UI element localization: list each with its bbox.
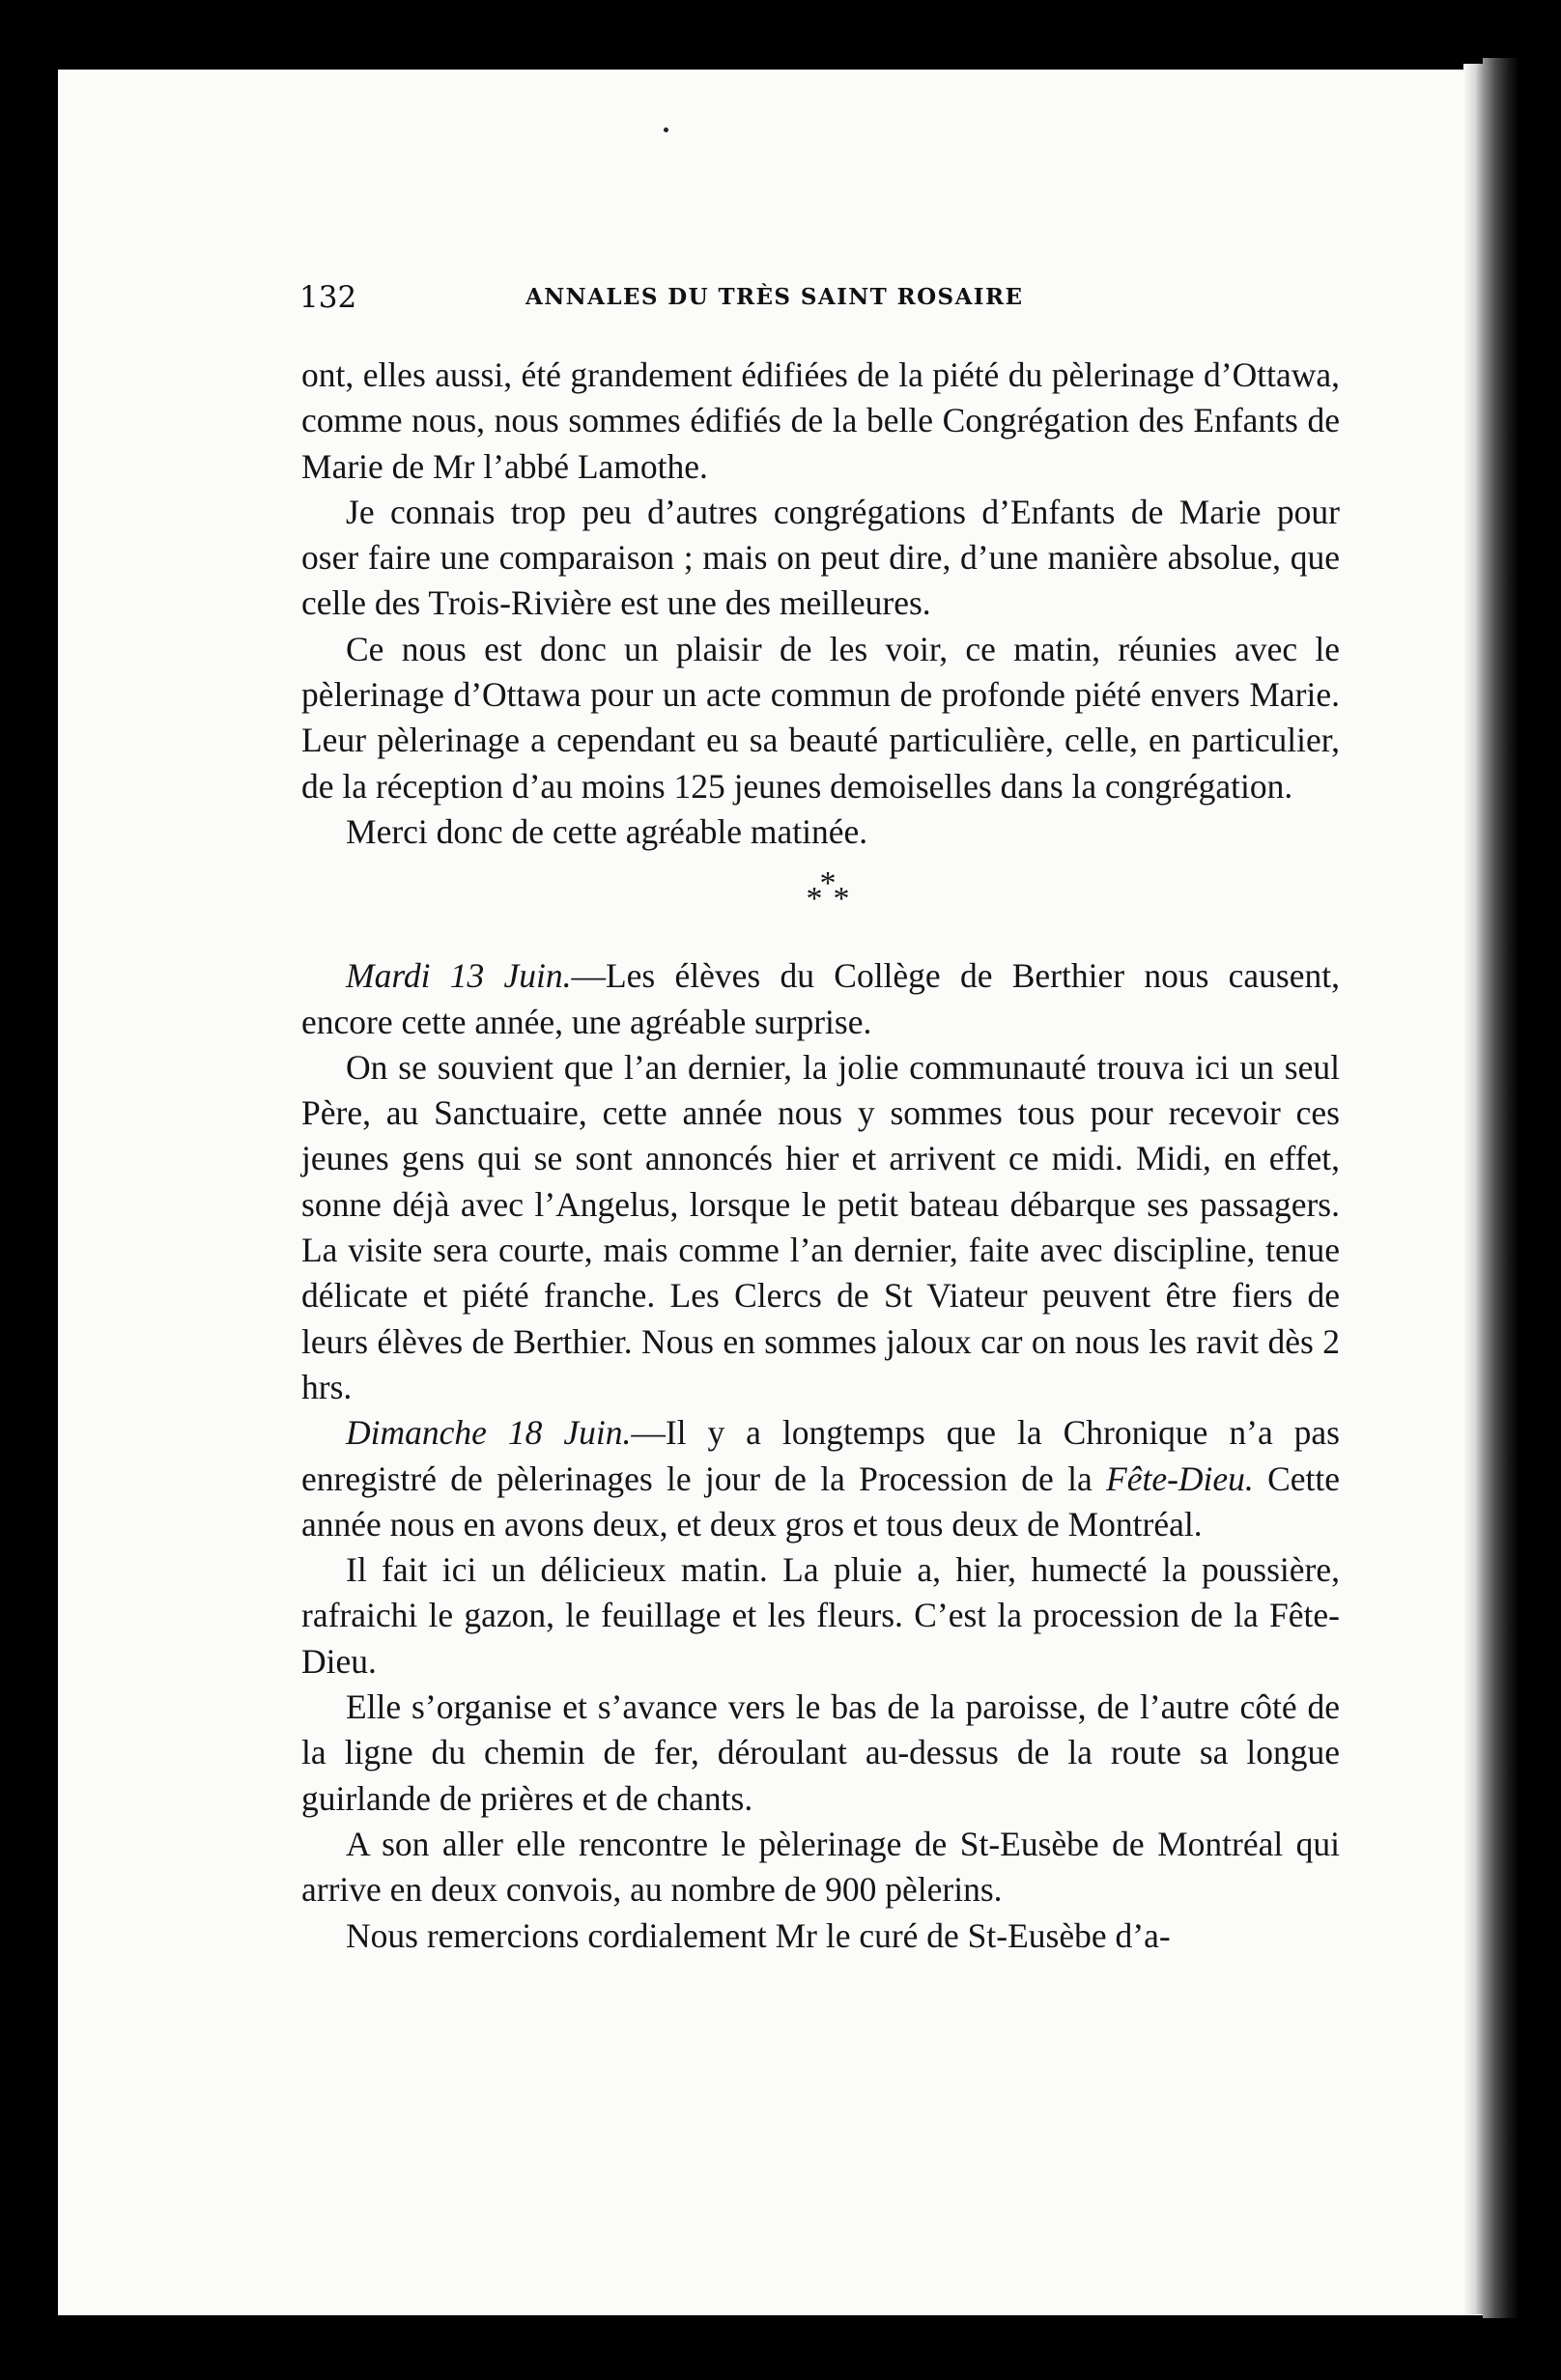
entry-date: Mardi 13 Juin. — [346, 956, 572, 996]
page-edge-shadow — [1463, 64, 1483, 2314]
paragraph: Elle s’organise et s’avance vers le bas de la paroisse, de l’autre côté de la ligne du chemin de fer, déroulant au-dessus de la route sa longue guirlande de prières et de chants. — [301, 1687, 1340, 1818]
page-number: 132 — [299, 280, 357, 315]
paragraph: ont, elles aussi, été grandement édifiées de la piété du pèlerinage d’Ottawa, comme nous, nous sommes édifiés de la belle Congrégation des Enfants de Marie de Mr l’abbé Lamothe. — [301, 355, 1340, 486]
paragraph-dated: Dimanche 18 Juin.—Il y a longtemps que la Chronique n’a pas enregistré de pèlerinages le jour de la Procession de la Fête-Dieu. Cette année nous en avons deux, et deux gros et tous deux de Montréal. — [301, 1413, 1341, 1544]
paragraph: A son aller elle rencontre le pèlerinage de St-Eusèbe de Montréal qui arrive en deux convois, au nombre de 900 pèlerins. — [301, 1824, 1340, 1910]
scan-speck — [664, 128, 668, 132]
paragraph: Ce nous est donc un plaisir de les voir, ce matin, réunies avec le pèlerinage d’Ottawa pour un acte commun de profonde piété envers Marie. Leur pèlerinage a cependant eu sa beauté particulière, celle, en particulier, de la réception d’au moins 125 jeunes demoiselles dans la congrégation. — [301, 629, 1340, 806]
paragraph: Il fait ici un délicieux matin. La pluie a, hier, humecté la poussière, rafraichi le gazon, le feuillage et les fleurs. C’est la procession de la Fête-Dieu. — [301, 1550, 1340, 1681]
running-title: ANNALES DU TRÈS SAINT ROSAIRE — [525, 284, 1024, 310]
paragraph: Merci donc de cette agréable matinée. — [346, 811, 868, 851]
entry-date: Dimanche 18 Juin. — [346, 1413, 632, 1453]
page-header — [299, 280, 1338, 319]
paragraph: On se souvient que l’an dernier, la jolie communauté trouva ici un seul Père, au Sanctuaire, cette année nous y sommes tous pour recevoir ces jeunes gens qui se sont annoncés hier et arrivent ce midi. Midi, en effet, sonne déjà avec l’Angelus, lorsque le petit bateau débarque ses passagers. La visite sera courte, mais comme l’an dernier, faite avec discipline, tenue délicate et piété franche. Les Clercs de St Viateur peuvent être fiers de leurs élèves de Berthier. Nous en sommes jaloux car on nous les ravit dès 2 hrs. — [301, 1047, 1340, 1406]
paragraph-dated: Mardi 13 Juin.—Les élèves du Collège de Berthier nous causent, encore cette année, une agréable surprise. — [301, 956, 1340, 1041]
paragraph: Nous remercions cordialement Mr le curé de St-Eusèbe d’a- — [346, 1915, 1171, 1955]
book-spine — [1483, 58, 1519, 2318]
paragraph: Je connais trop peu d’autres congrégations d’Enfants de Marie pour oser faire une comparaison ; mais on peut dire, d’une manière absolue, que celle des Trois-Rivière est une des meilleures. — [301, 492, 1340, 623]
section-separator: *** — [806, 865, 847, 918]
body-text — [301, 353, 1340, 1959]
